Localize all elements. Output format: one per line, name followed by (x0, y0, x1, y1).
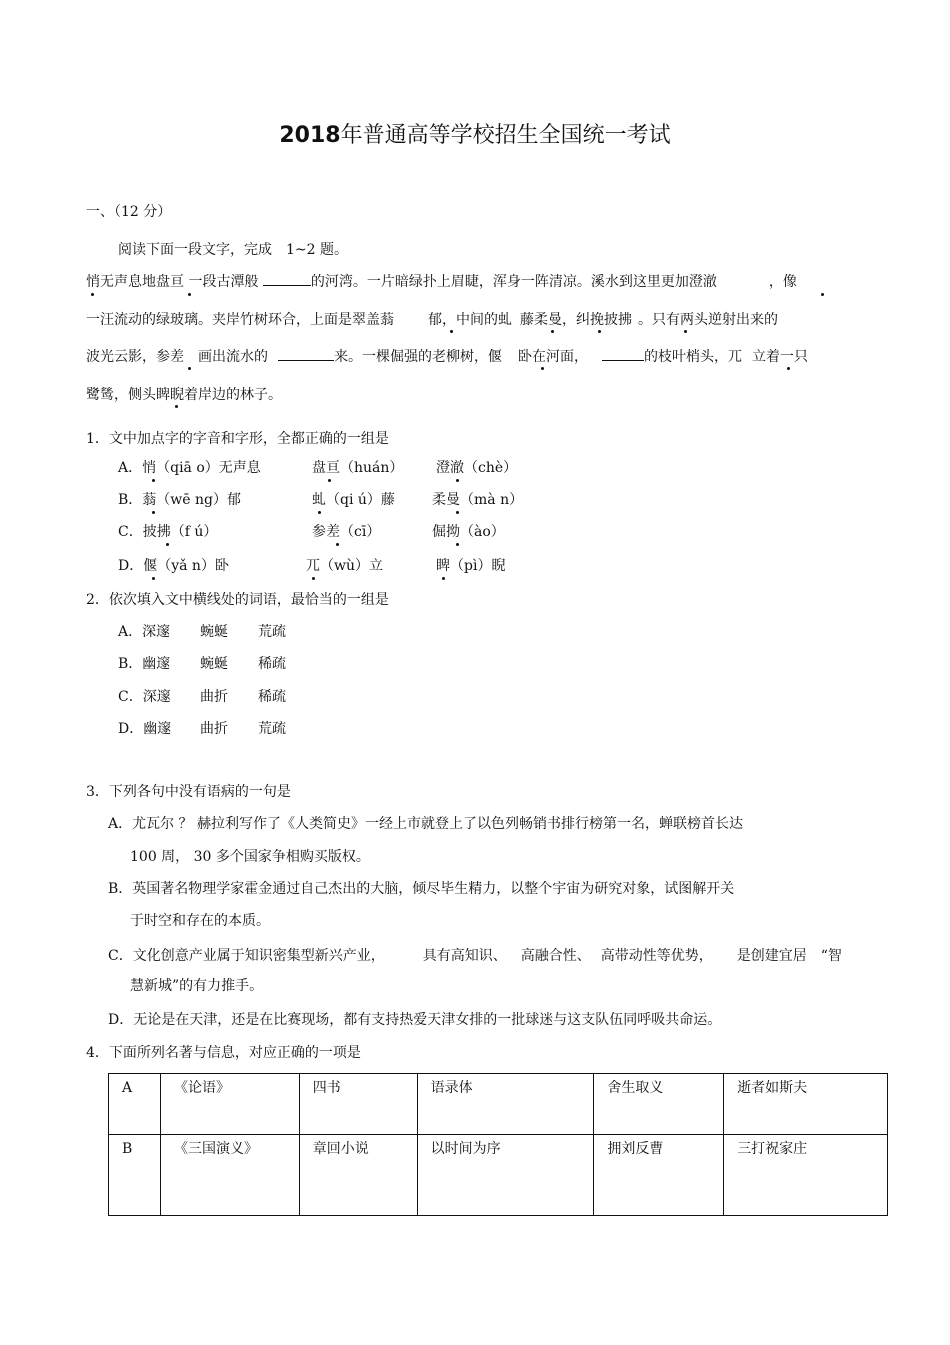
q1-option-b: B．蓊（wē ng）郁 (118, 492, 241, 508)
q2-option-a: 蜿蜒 (200, 624, 228, 640)
passage-text: 一汪流动的绿玻璃。夹岸竹树环合，上面是翠盖蓊 (86, 312, 394, 328)
q1-option-d: 兀（wù）立 (306, 558, 383, 574)
q2-option-c: 曲折 (200, 689, 228, 705)
q1-stem: 1．文中加点字的字音和字形，全都正确的一组是 (86, 431, 389, 447)
q1-option-a: 盘亘（huán） (312, 460, 404, 476)
passage-text: 睨着岸边的林子。 (170, 387, 282, 403)
emphasis-dot (152, 577, 155, 580)
table-row (109, 1074, 888, 1135)
emphasis-dot (456, 479, 459, 482)
q3-option-b-cont: 于时空和存在的本质。 (130, 913, 270, 929)
table-cell: 三打祝家庄 (724, 1135, 888, 1216)
table-cell: A (109, 1074, 161, 1135)
emphasis-dot (188, 367, 191, 370)
q1-option-b: 柔曼（mà n） (432, 492, 524, 508)
q3-option-a: A．尤瓦尔 ？ 赫拉利写作了《人类简史》一经上市就登上了以色列畅销书排行榜第一名，蝉联榜首长达 (108, 816, 744, 832)
q2-option-d: 曲折 (200, 721, 228, 737)
emphasis-dot (684, 330, 687, 333)
q4-stem: 4．下面所列名著与信息，对应正确的一项是 (86, 1045, 361, 1061)
passage-text: 一段古潭般 (188, 274, 259, 290)
passage-text: 卧在河面， (518, 349, 588, 365)
emphasis-dot (166, 543, 169, 546)
passage-text: 悄无声息地盘亘 (86, 274, 184, 290)
q3-option-c-part: 高带动性等优势， (600, 948, 713, 964)
q2-option-c: 稀疏 (258, 689, 286, 705)
emphasis-dot (318, 511, 321, 514)
emphasis-dot (598, 330, 601, 333)
passage-text: 藤柔曼，纠挽披拂 (520, 312, 632, 328)
q2-option-a: A．深邃 (118, 624, 171, 640)
emphasis-dot (450, 330, 453, 333)
passage-text: 立着一只 (752, 349, 808, 365)
table-cell: 章回小说 (299, 1135, 417, 1216)
page-title (0, 118, 950, 149)
passage-text: 来。一棵倔强的老柳树，偃 (334, 349, 502, 365)
passage-text: 鹭鸶，侧头睥 (86, 387, 170, 403)
q1-option-a: 澄澈（chè） (436, 460, 518, 476)
q2-option-b: 蜿蜒 (200, 656, 228, 672)
q3-option-c-cont: 慧新城”的有力推手。 (130, 978, 264, 994)
q1-option-d: 睥（pì）睨 (436, 558, 506, 574)
q3-option-c-part: 高融合性、 (520, 948, 591, 964)
fill-blank-2 (278, 346, 334, 361)
table-cell: 舍生取义 (594, 1074, 724, 1135)
emphasis-dot (152, 479, 155, 482)
q1-option-c: 倔拗（ào） (432, 524, 505, 540)
table-cell: B (109, 1135, 161, 1216)
passage-line-1 (86, 271, 797, 292)
emphasis-dot (312, 577, 315, 580)
fill-blank-1 (263, 271, 311, 286)
q2-option-b: B．幽邃 (118, 656, 171, 672)
passage-line-4 (86, 385, 282, 405)
emphasis-dot (787, 367, 790, 370)
passage-text: ，像 (768, 274, 797, 290)
emphasis-dot (821, 293, 824, 296)
emphasis-dot (336, 543, 339, 546)
q2-option-d: D．幽邃 (118, 721, 172, 737)
q1-option-d: D．偃（yǎ n）卧 (118, 558, 229, 574)
passage-text: 波光云影，参差 (86, 349, 184, 365)
q2-option-a: 荒疏 (258, 624, 286, 640)
q2-option-b: 稀疏 (258, 656, 286, 672)
q3-stem: 3．下列各句中没有语病的一句是 (86, 784, 291, 800)
passage-line-3 (86, 346, 808, 367)
q3-option-a-cont: 100 周， 30 多个国家争相购买版权。 (130, 849, 370, 865)
q3-option-c-part: 具有高知识、 (422, 948, 507, 964)
emphasis-dot (328, 479, 331, 482)
table-cell: 语录体 (417, 1074, 594, 1135)
q3-option-c-part: 是创建宜居 (736, 948, 807, 964)
emphasis-dot (152, 511, 155, 514)
emphasis-dot (175, 405, 178, 408)
passage-text: 的枝叶梢头，兀 (644, 349, 742, 365)
table-cell: 以时间为序 (417, 1135, 594, 1216)
q3-option-b: B．英国著名物理学家霍金通过自己杰出的大脑，倾尽毕生精力，以整个宇宙为研究对象，试图解开关 (108, 881, 735, 897)
emphasis-dot (551, 330, 554, 333)
table-cell: 《论语》 (160, 1074, 299, 1135)
title-text: 年普通高等学校招生全国统一考试 (340, 123, 671, 148)
section-instruction: 阅读下面一段文字，完成 1~2 题。 (118, 242, 348, 258)
passage-text: 画出流水的 (198, 349, 268, 365)
table-row (109, 1135, 888, 1216)
passage-text: 。只有两头逆射出来的 (638, 312, 778, 328)
emphasis-dot (456, 511, 459, 514)
q3-option-c (108, 946, 842, 966)
emphasis-dot (442, 577, 445, 580)
table-cell: 拥刘反曹 (594, 1135, 724, 1216)
q1-option-c: 参差（cī） (312, 524, 381, 540)
q3-option-d: D．无论是在天津，还是在比赛现场，都有支持热爱天津女排的一批球迷与这支队伍同呼吸共命运。 (108, 1012, 722, 1028)
table-cell: 逝者如斯夫 (724, 1074, 888, 1135)
emphasis-dot (188, 293, 191, 296)
table-cell: 四书 (299, 1074, 417, 1135)
section-heading: 一、（12 分） (86, 204, 172, 220)
q1-option-a: A．悄（qiā o）无声息 (118, 460, 261, 476)
q4-table (108, 1073, 888, 1216)
emphasis-dot (456, 543, 459, 546)
q2-stem: 2．依次填入文中横线处的词语，最恰当的一组是 (86, 592, 389, 608)
q1-option-c: C．披拂（f ú） (118, 524, 218, 540)
table-cell: 《三国演义》 (160, 1135, 299, 1216)
q3-option-c-part: C．文化创意产业属于知识密集型新兴产业， (108, 948, 385, 964)
q3-option-c-part: “智 (820, 948, 842, 964)
emphasis-dot (91, 293, 94, 296)
title-year: 2018 (279, 123, 341, 148)
q1-option-b: 虬（qi ú）藤 (312, 492, 395, 508)
q2-option-c: C．深邃 (118, 689, 171, 705)
fill-blank-3 (602, 346, 644, 361)
passage-text: 的河湾。一片暗绿扑上眉睫，浑身一阵清凉。溪水到这里更加澄澈 (310, 274, 717, 290)
emphasis-dot (541, 367, 544, 370)
passage-line-2 (86, 310, 778, 330)
q2-option-d: 荒疏 (258, 721, 286, 737)
passage-text: 郁，中间的虬 (428, 312, 512, 328)
